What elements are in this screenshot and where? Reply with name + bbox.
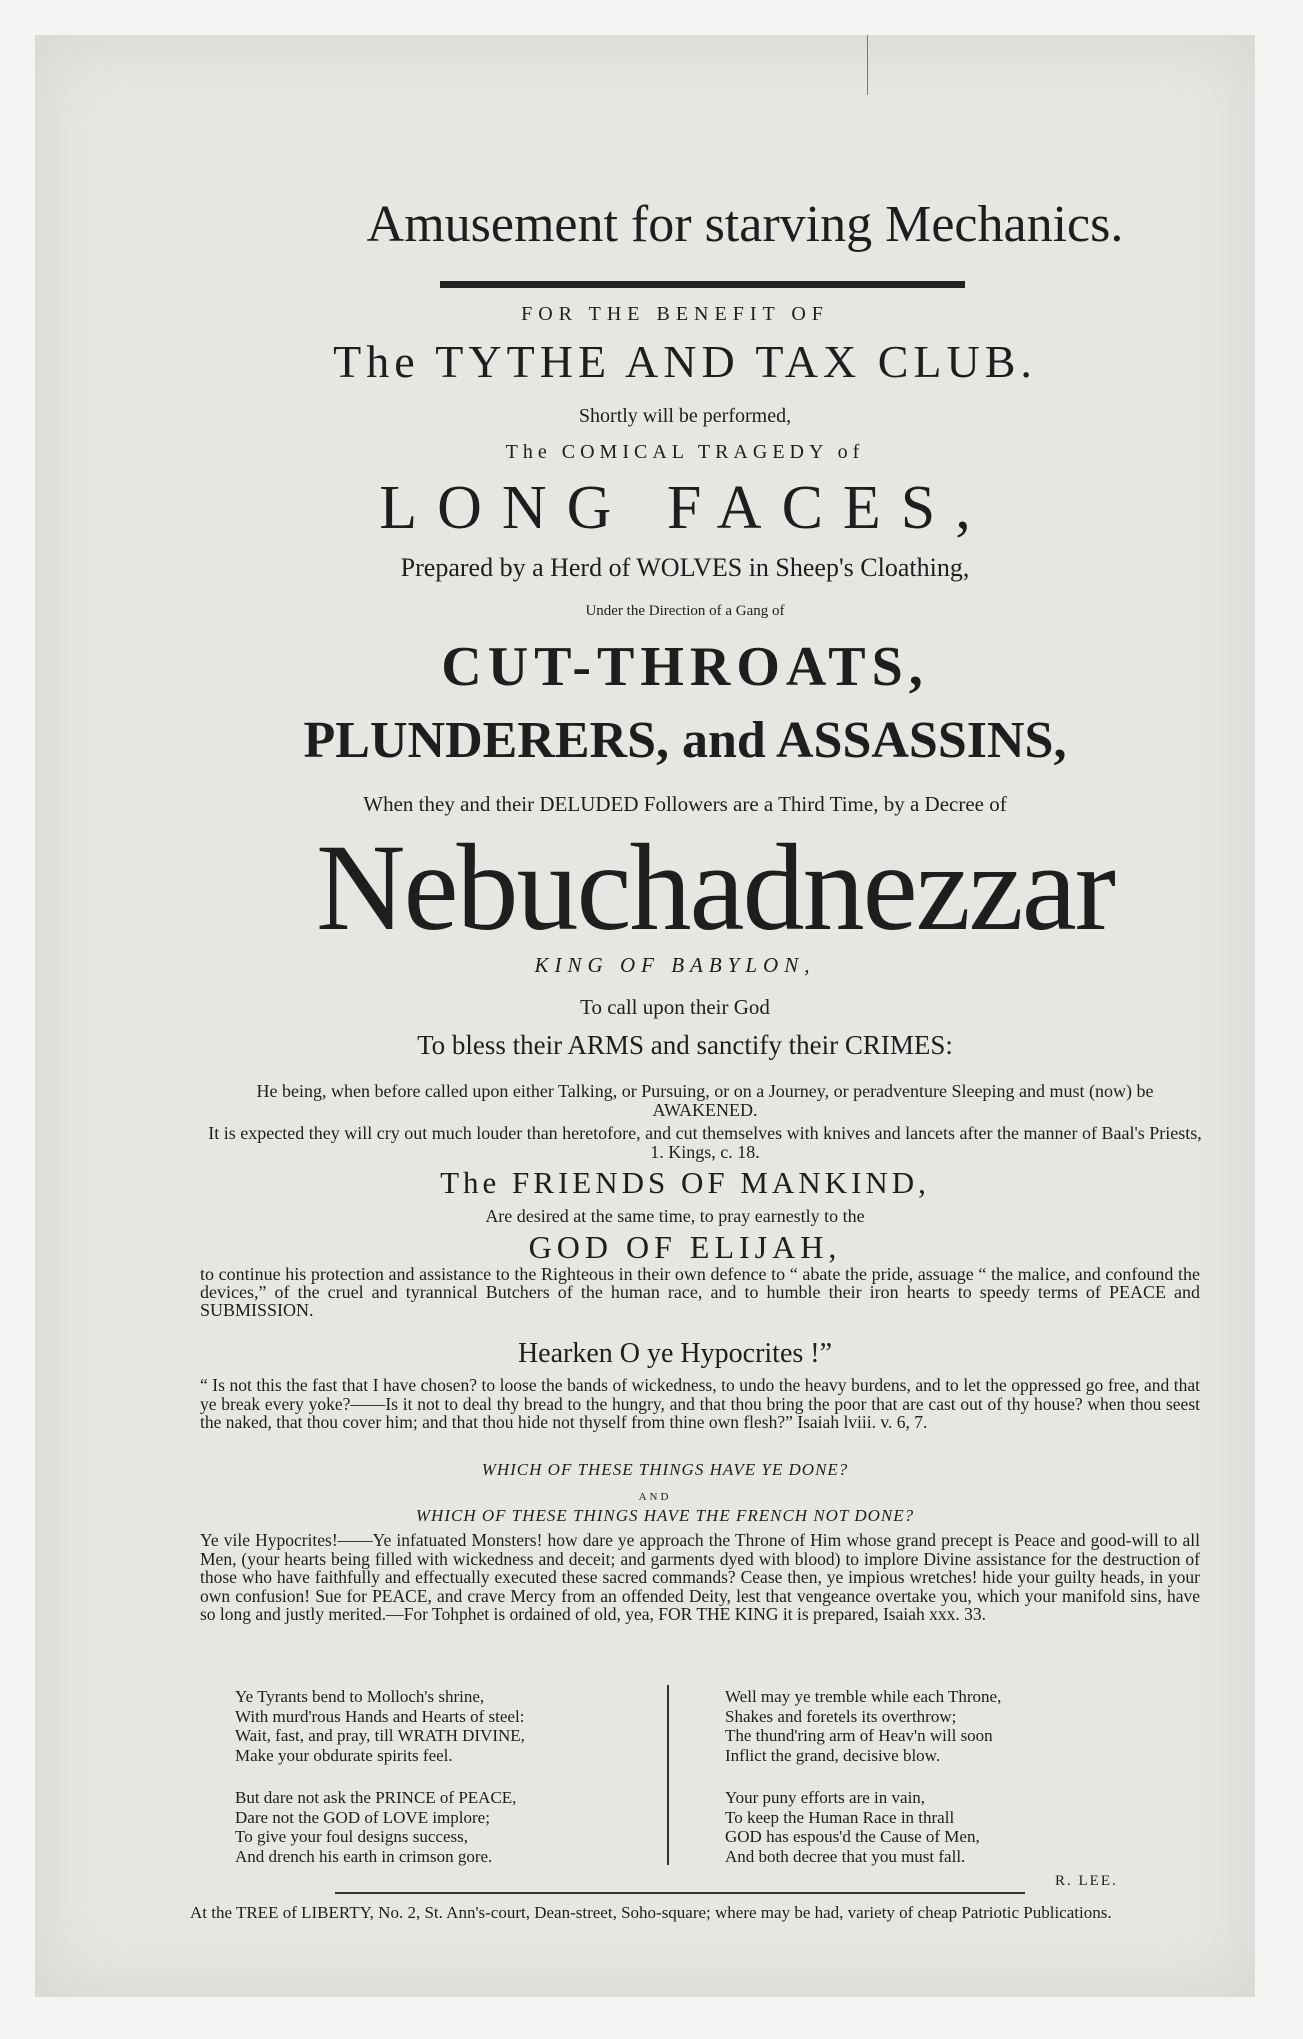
- poem-line: Make your obdurate spirits feel.: [235, 1745, 453, 1765]
- poem-line: Inflict the grand, decisive blow.: [725, 1745, 941, 1765]
- poem-left-stanza-2: [235, 1788, 516, 1866]
- broadside-sheet: [35, 35, 1255, 1997]
- poem-line: GOD has espous'd the Cause of Men,: [725, 1827, 980, 1846]
- signature: R. LEE.: [1055, 1873, 1118, 1889]
- paper-crease: [867, 35, 868, 95]
- poem-line: Dare not the GOD of LOVE implore;: [235, 1807, 490, 1827]
- poem-right-stanza-2: [725, 1788, 980, 1866]
- imprint-rule: [335, 1892, 1025, 1894]
- play-line: The COMICAL TRAGEDY of: [505, 441, 865, 463]
- being-paragraph: He being, when before called upon either Talking, or Pursuing, or on a Journey, or peradventure Sleeping and must (now) be AWAKENED.: [256, 1081, 1154, 1120]
- question-one: WHICH OF THESE THINGS HAVE YE DONE?: [481, 1460, 849, 1479]
- friends-heading: The FRIENDS OF MANKIND,: [440, 1165, 930, 1200]
- when-line: When they and their DELUDED Followers are a Third Time, by a Decree of: [363, 792, 1007, 816]
- benefit-line: FOR THE BENEFIT OF: [521, 303, 829, 325]
- continue-paragraph: to continue his protection and assistance to the Righteous in their own defence to “ abate the pride, assuage “ the malice, and confound the devices,” of the cruel and tyrannical Butchers of the human race, and to humble their iron hearts to speedy terms of PEACE and SUBMISSION.: [200, 1264, 1200, 1320]
- poem-line: And both decree that you must fall.: [725, 1846, 966, 1866]
- poem-left-stanza-1: [235, 1687, 525, 1765]
- plunderers-heading: PLUNDERERS, and ASSASSINS,: [303, 712, 1067, 769]
- poem-line: With murd'rous Hands and Hearts of steel:: [235, 1706, 525, 1726]
- performed-line: Shortly will be performed,: [578, 405, 792, 427]
- poem-line: To give your foul designs success,: [235, 1827, 468, 1846]
- title-rule: [440, 281, 965, 288]
- poem-right-stanza-1: [725, 1687, 1001, 1765]
- poem-line: Wait, fast, and pray, till WRATH DIVINE,: [235, 1726, 525, 1745]
- call-line: To call upon their God: [580, 995, 770, 1019]
- imprint: At the TREE of LIBERTY, No. 2, St. Ann's-court, Dean-street, Soho-square; where may be had, variety of cheap Patriotic Publications.: [190, 1903, 1112, 1922]
- poem-line: Well may ye tremble while each Throne,: [725, 1687, 1002, 1706]
- cut-throats-heading: CUT-THROATS,: [441, 636, 929, 698]
- play-title: LONG FACES,: [379, 474, 991, 542]
- expected-paragraph: It is expected they will cry out much louder than heretofore, and cut themselves with knives and lancets after the manner of Baal's Priests, 1. Kings, c. 18.: [208, 1123, 1202, 1162]
- isaiah-paragraph: “ Is not this the fast that I have chosen? to loose the bands of wickedness, to undo the heavy burdens, and to let the oppressed go free, and that ye break every yoke?——Is it not to deal thy bread to the hungry, and that thou bring the poor that are cast out of thy house? when thou seest the naked, that thou cover him; and that thou hide not thyself from thine own flesh?” Isaiah lviii. v. 6, 7.: [200, 1375, 1200, 1432]
- poem-column-divider: [667, 1685, 669, 1865]
- poem-line: Shakes and foretels its overthrow;: [725, 1706, 957, 1726]
- desired-line: Are desired at the same time, to pray earnestly to the: [485, 1206, 865, 1226]
- bless-line: To bless their ARMS and sanctify their CRIMES:: [417, 1030, 953, 1060]
- king-name: Nebuchadnezzar: [315, 819, 1115, 956]
- poem-line: Ye Tyrants bend to Molloch's shrine,: [235, 1687, 485, 1706]
- prepared-line: Prepared by a Herd of WOLVES in Sheep's Cloathing,: [400, 553, 970, 582]
- poem-line: But dare not ask the PRINCE of PEACE,: [235, 1788, 517, 1807]
- poem-line: To keep the Human Race in thrall: [725, 1807, 955, 1827]
- poem-line: The thund'ring arm of Heav'n will soon: [725, 1726, 993, 1745]
- god-heading: GOD OF ELIJAH,: [528, 1229, 842, 1265]
- king-title: KING OF BABYLON,: [534, 953, 816, 977]
- question-two: WHICH OF THESE THINGS HAVE THE FRENCH NOT DONE?: [415, 1506, 915, 1525]
- and-line: AND: [638, 1491, 672, 1503]
- poem-line: And drench his earth in crimson gore.: [235, 1846, 493, 1866]
- vile-paragraph: Ye vile Hypocrites!——Ye infatuated Monsters! how dare ye approach the Throne of Him whose grand precept is Peace and good-will to all Men, (your hearts being filled with wickedness and deceit; and garments dyed with blood) to implore Divine assistance for the destruction of those who have faithfully and effectually executed these sacred commands? Cease then, ye impious wretches! hide your guilty heads, in your own confusion! Sue for PEACE, and crave Mercy from an offended Deity, lest that vengeance overtake you, which your manifold sins, have so long and justly merited.—For Tohphet is ordained of old, yea, FOR THE KING it is prepared, Isaiah xxx. 33.: [200, 1530, 1200, 1624]
- poem-line: Your puny efforts are in vain,: [725, 1788, 926, 1807]
- direction-line: Under the Direction of a Gang of: [585, 603, 785, 619]
- hearken-heading: Hearken O ye Hypocrites !”: [517, 1338, 833, 1369]
- club-name: The TYTHE AND TAX CLUB.: [333, 336, 1037, 387]
- broadside-title: Amusement for starving Mechanics.: [366, 196, 1124, 253]
